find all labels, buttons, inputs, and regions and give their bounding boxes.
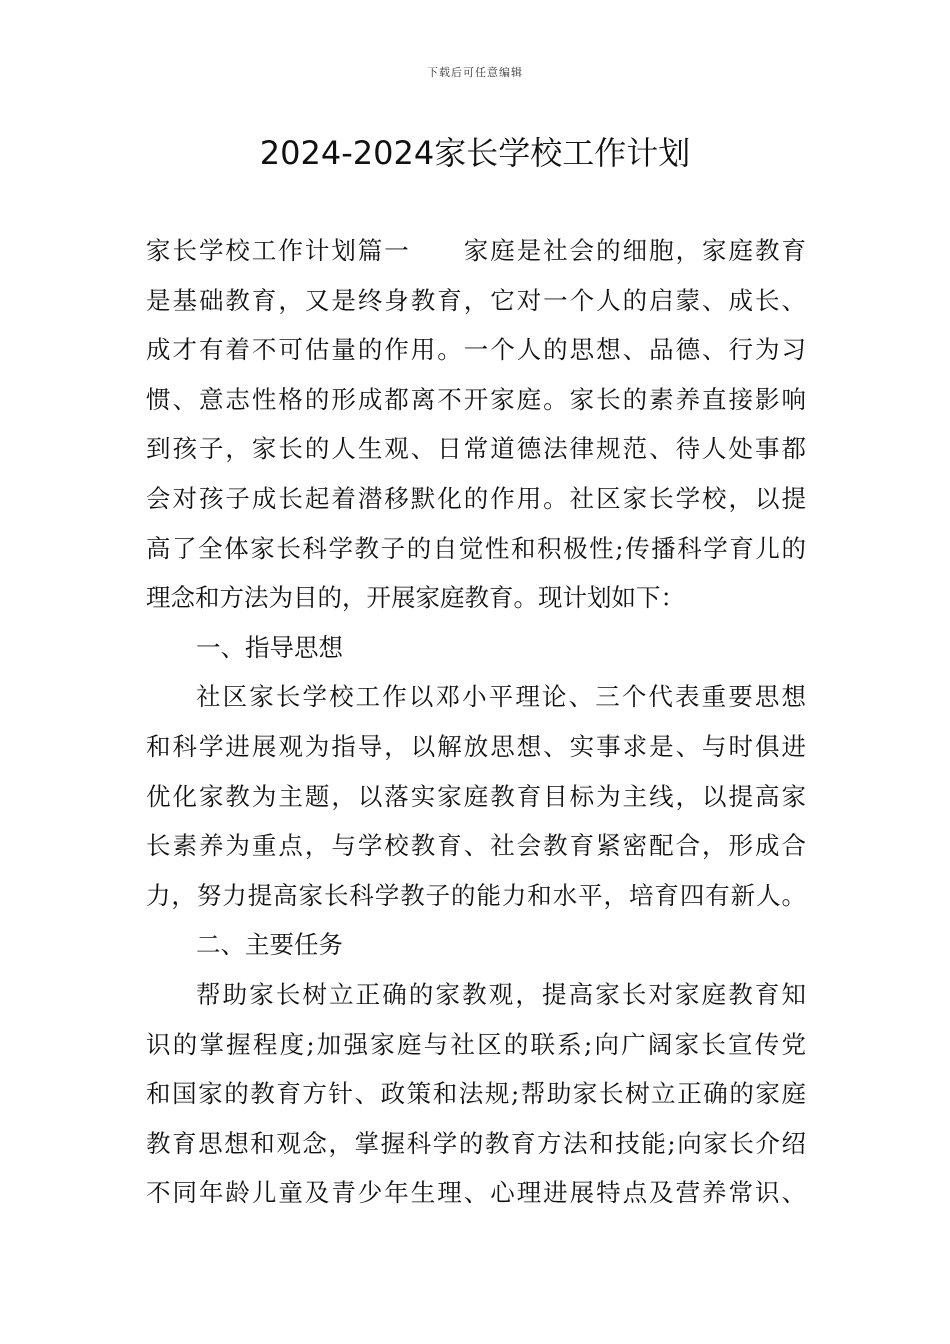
body-line: 和国家的教育方针、政策和法规;帮助家长树立正确的家庭: [146, 1079, 806, 1109]
document-body: [146, 226, 806, 1218]
body-line: 家长学校工作计划篇一 家庭是社会的细胞，家庭教育: [146, 236, 806, 265]
body-line: 不同年龄儿童及青少年生理、心理进展特点及营养常识、: [146, 1178, 806, 1208]
body-line: 帮助家长树立正确的家教观，提高家长对家庭教育知: [196, 979, 806, 1009]
header-note: 下载后可任意编辑: [427, 66, 523, 79]
body-line: 是基础教育，又是终身教育，它对一个人的启蒙、成长、: [146, 285, 806, 315]
body-line: 识的掌握程度;加强家庭与社区的联系;向广阔家长宣传党: [146, 1029, 806, 1059]
body-line: 长素养为重点，与学校教育、社会教育紧密配合，形成合: [146, 831, 806, 861]
body-line: 力，努力提高家长科学教子的能力和水平，培育四有新人。: [146, 880, 806, 910]
body-line: 高了全体家长科学教子的自觉性和积极性;传播科学育儿的: [146, 533, 806, 563]
section-heading-guiding-thought: 一、指导思想: [196, 632, 343, 662]
body-line: 优化家教为主题，以落实家庭教育目标为主线，以提高家: [146, 781, 806, 811]
body-line: 成才有着不可估量的作用。一个人的思想、品德、行为习: [146, 335, 806, 365]
body-line: 到孩子，家长的人生观、日常道德法律规范、待人处事都: [146, 434, 806, 464]
body-line: 教育思想和观念，掌握科学的教育方法和技能;向家长介绍: [146, 1128, 806, 1158]
document-title: 2024-2024家长学校工作计划: [259, 134, 691, 172]
body-line: 和科学进展观为指导，以解放思想、实事求是、与时俱进: [146, 731, 806, 761]
body-line: 社区家长学校工作以邓小平理论、三个代表重要思想: [196, 682, 806, 712]
section-heading-main-tasks: 二、主要任务: [196, 930, 343, 960]
body-line: 惯、意志性格的形成都离不开家庭。家长的素养直接影响: [146, 384, 806, 414]
body-line: 理念和方法为目的，开展家庭教育。现计划如下：: [146, 583, 685, 613]
body-line: 会对孩子成长起着潜移默化的作用。社区家长学校，以提: [146, 483, 806, 513]
